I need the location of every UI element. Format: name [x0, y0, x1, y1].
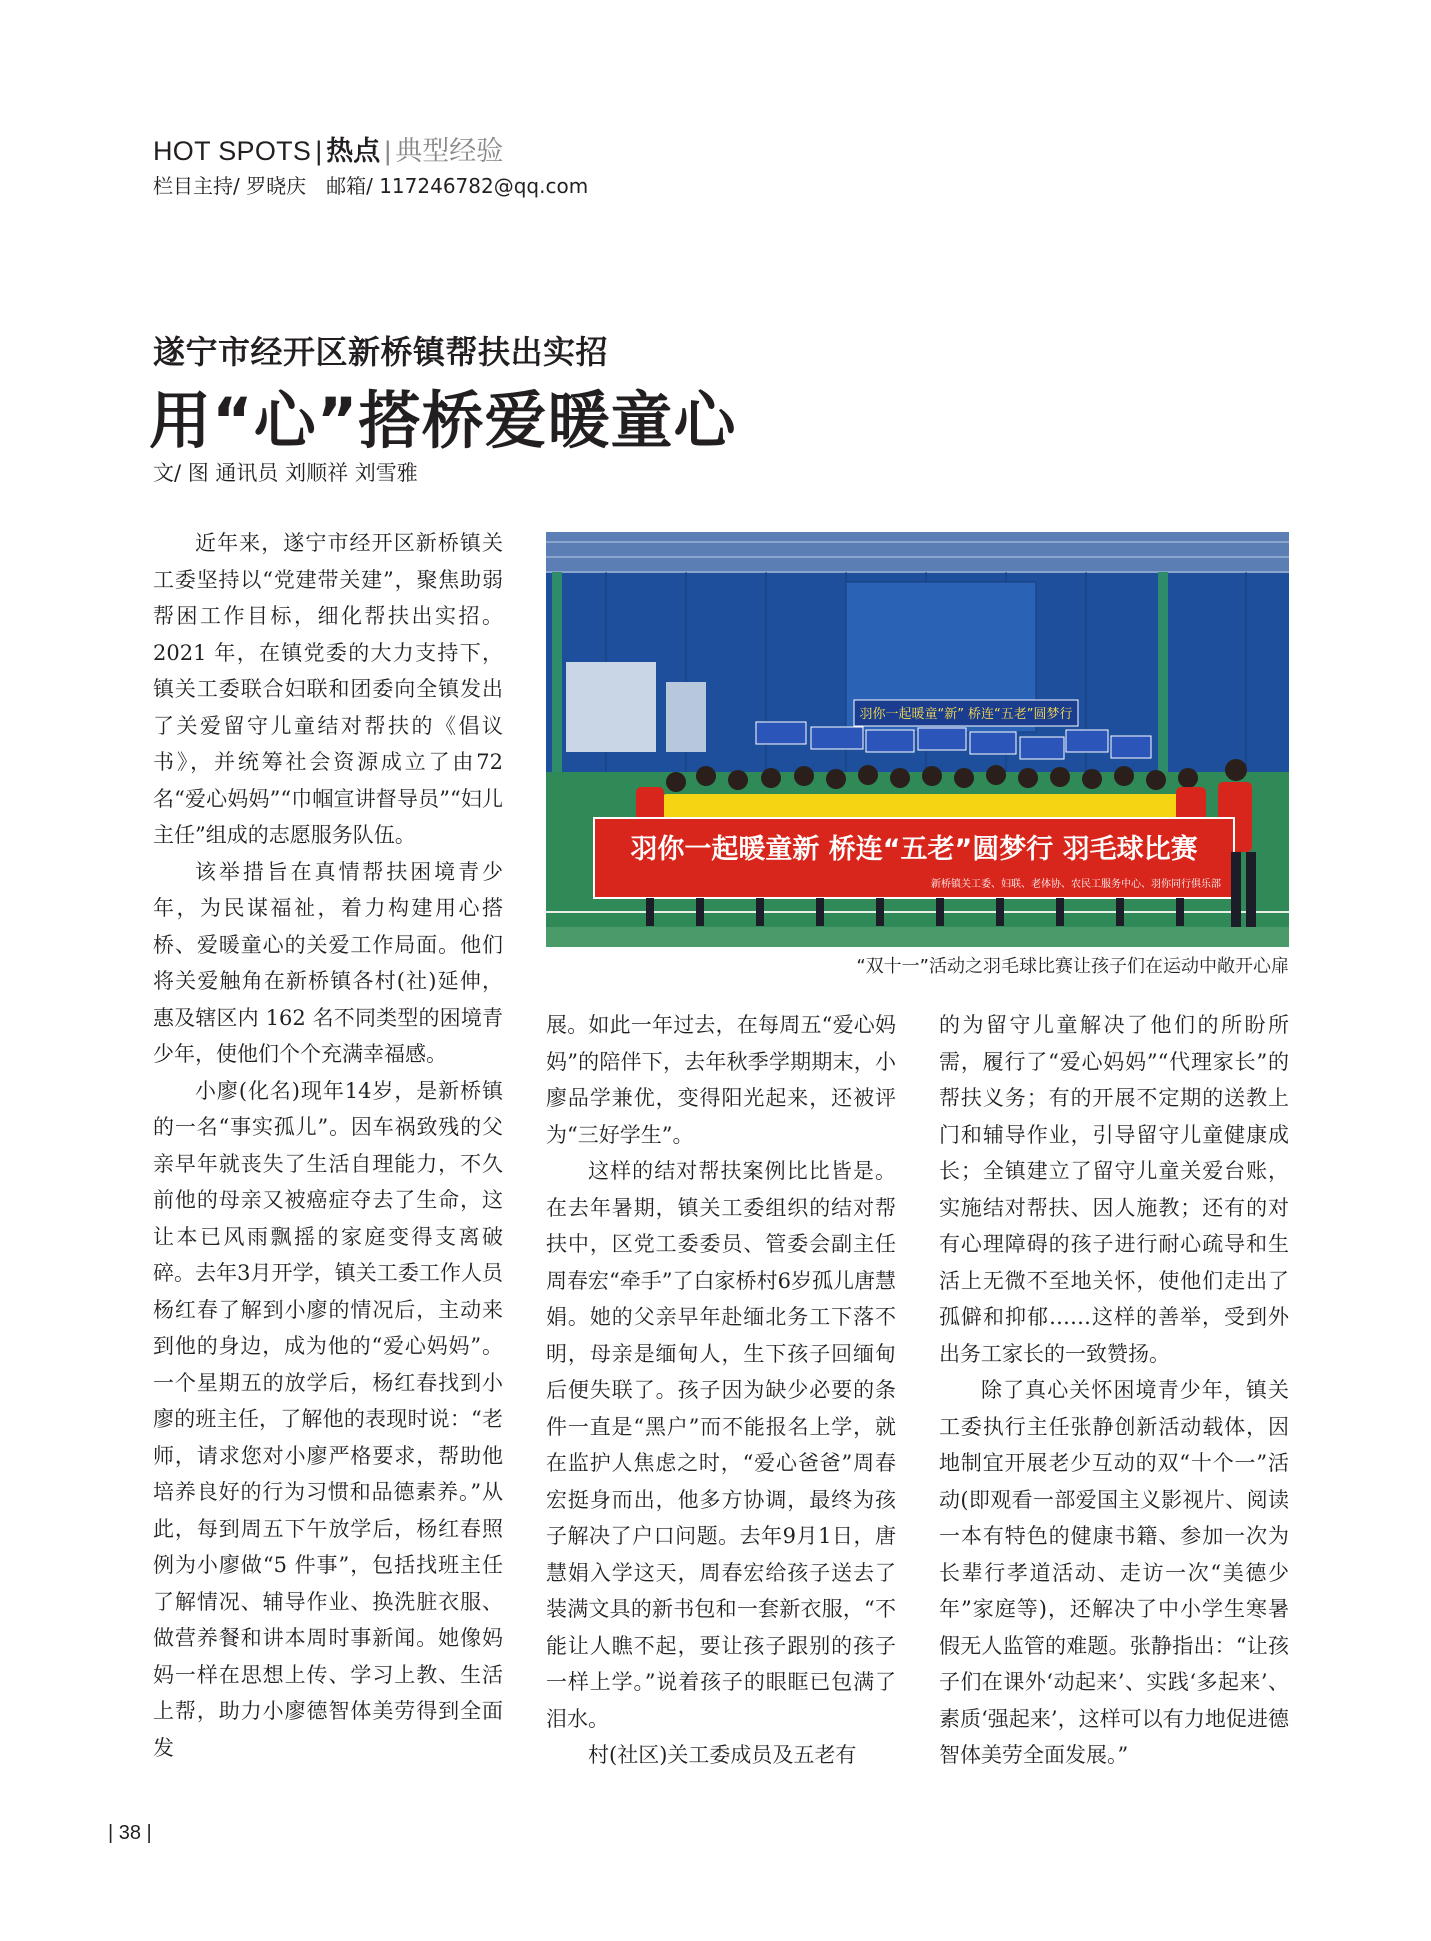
event-photo — [546, 532, 1289, 947]
subsection: 典型经验 — [395, 136, 504, 167]
email-line: 邮箱/ 117246782@qq.com — [326, 174, 589, 198]
host-line: 栏目主持/ 罗晓庆 — [153, 174, 307, 198]
section-en: HOT SPOTS — [153, 136, 312, 166]
banner-top-text: 羽你一起暖童“新” 桥连“五老”圆梦行 — [859, 707, 1073, 722]
text-column-1 — [153, 525, 503, 1766]
section-cn: 热点 — [326, 136, 381, 167]
photo-caption: “双十一”活动之羽毛球比赛让孩子们在运动中敞开心扉 — [856, 956, 1289, 977]
paragraph: 近年来，遂宁市经开区新桥镇关工委坚持以“党建带关建”，聚焦助弱帮困工作目标，细化帮扶出实招。2021 年，在镇党委的大力支持下，镇关工委联合妇联和团委向全镇发出了关爱留守儿童结对帮扶的《倡议书》，并统筹社会资源成立了由72名“爱心妈妈”“巾帼宣讲督导员”“妇儿主任”组成的志愿服务队伍。 — [153, 531, 503, 847]
paragraph: 村(社区)关工委成员及五老有 — [588, 1743, 857, 1767]
paragraph: 小廖(化名)现年14岁，是新桥镇的一名“事实孤儿”。因车祸致残的父亲早年就丧失了生活自理能力，不久前他的母亲又被癌症夺去了生命，这让本已风雨飘摇的家庭变得支离破碎。去年3月开学，镇关工委工作人员杨红春了解到小廖的情况后，主动来到他的身边，成为他的“爱心妈妈”。一个星期五的放学后，杨红春找到小廖的班主任，了解他的表现时说：“老师，请求您对小廖严格要求，帮助他培养良好的行为习惯和品德素养。”从此，每到周五下午放学后，杨红春照例为小廖做“5 件事”，包括找班主任了解情况、辅导作业、换洗脏衣服、做营养餐和讲本周时事新闻。她像妈妈一样在思想上传、学习上教、生活上帮，助力小廖德智体美劳得到全面发 — [153, 1078, 503, 1760]
page-number: | 38 | — [108, 1822, 152, 1844]
paragraph: 这样的结对帮扶案例比比皆是。在去年暑期，镇关工委组织的结对帮扶中，区党工委委员、管委会副主任周春宏“牵手”了白家桥村6岁孤儿唐慧娟。她的父亲早年赴缅北务工下落不明，母亲是缅甸人，生下孩子回缅甸后便失联了。孩子因为缺少必要的条件一直是“黑户”而不能报名上学，就在监护人焦虑之时，“爱心爸爸”周春宏挺身而出，他多方协调，最终为孩子解决了户口问题。去年9月1日，唐慧娟入学这天，周春宏给孩子送去了装满文具的新书包和一套新衣服，“不能让人瞧不起，要让孩子跟别的孩子一样上学。”说着孩子的眼眶已包满了泪水。 — [546, 1159, 896, 1731]
section-header — [153, 134, 503, 169]
column-host — [153, 173, 588, 199]
banner-main-text: 羽你一起暖童新 桥连“五老”圆梦行 羽毛球比赛 — [630, 834, 1198, 865]
article-kicker: 遂宁市经开区新桥镇帮扶出实招 — [153, 333, 609, 371]
divider: | — [384, 136, 392, 166]
banner-sub-text: 新桥镇关工委、妇联、老体协、农民工服务中心、羽你同行俱乐部 — [931, 879, 1221, 890]
divider: | — [315, 136, 323, 166]
text-column-3 — [939, 1007, 1289, 1774]
text-column-2 — [546, 1007, 896, 1774]
paragraph: 的为留守儿童解决了他们的所盼所需，履行了“爱心妈妈”“代理家长”的帮扶义务；有的开展不定期的送教上门和辅导作业，引导留守儿童健康成长；全镇建立了留守儿童关爱台账，实施结对帮扶、因人施教；还有的对有心理障碍的孩子进行耐心疏导和生活上无微不至地关怀，使他们走出了孤僻和抑郁……这样的善举，受到外出务工家长的一致赞扬。 — [939, 1013, 1289, 1366]
article-headline: 用“心”搭桥爱暖童心 — [149, 384, 737, 457]
paragraph: 该举措旨在真情帮扶困境青少年，为民谋福祉，着力构建用心搭桥、爱暖童心的关爱工作局面。他们将关爱触角在新桥镇各村(社)延伸，惠及辖区内 162 名不同类型的困境青少年，使他们个个充满幸福感。 — [153, 859, 503, 1066]
paragraph: 除了真心关怀困境青少年，镇关工委执行主任张静创新活动载体，因地制宜开展老少互动的双“十个一”活动(即观看一部爱国主义影视片、阅读一本有特色的健康书籍、参加一次为长辈行孝道活动、走访一次“美德少年”家庭等)，还解决了中小学生寒暑假无人监管的难题。张静指出：“让孩子们在课外‘动起来’、实践‘多起来’、素质‘强起来’，这样可以有力地促进德智体美劳全面发展。” — [939, 1378, 1289, 1767]
article-byline: 文/ 图 通讯员 刘顺祥 刘雪雅 — [153, 461, 418, 485]
paragraph: 展。如此一年过去，在每周五“爱心妈妈”的陪伴下，去年秋季学期期末，小廖品学兼优，变得阳光起来，还被评为“三好学生”。 — [546, 1013, 896, 1147]
